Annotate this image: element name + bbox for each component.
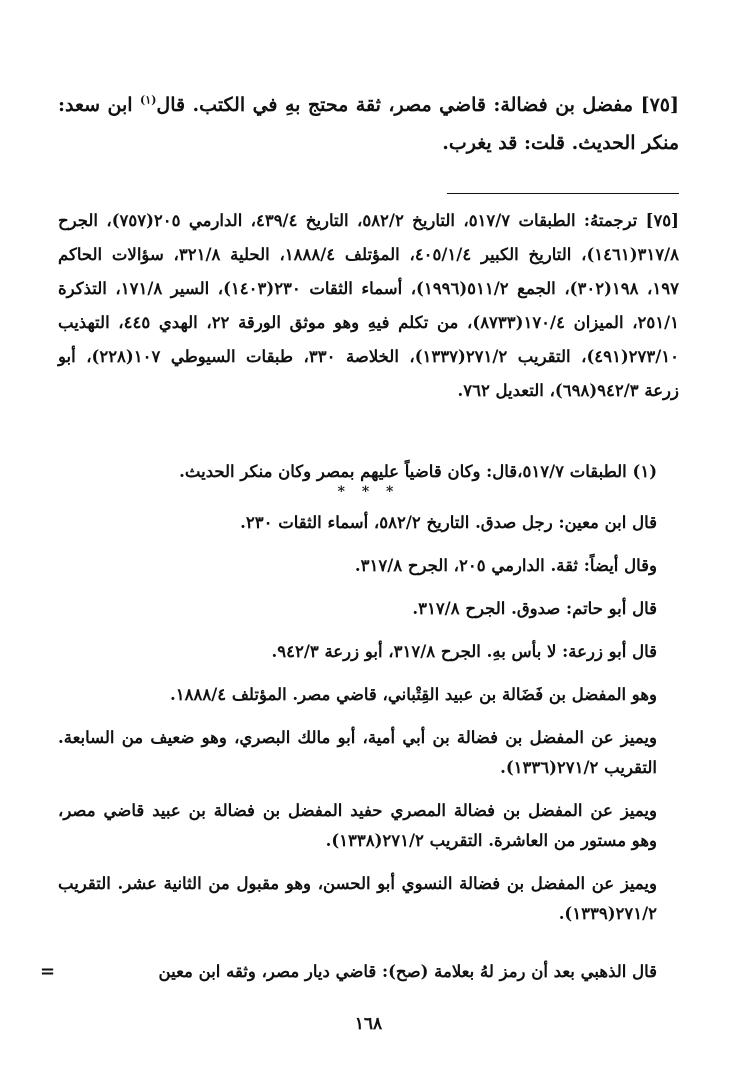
continuation-mark: = — [40, 961, 56, 982]
entry-text-b: ابن سعد: منكر الحديث. قلت: قد يغرب. — [58, 94, 679, 154]
section-separator: * * * — [337, 484, 400, 500]
body-text — [58, 508, 679, 929]
translation-notes — [58, 204, 679, 408]
footnote-1: (١) الطبقات ٥١٧/٧،قال: وكان قاضياً عليهم بمصر وكان منكر الحديث. — [179, 462, 657, 481]
last-line — [58, 957, 679, 987]
paragraph: قال ابن معين: رجل صدق. التاريخ ٥٨٢/٢، أسماء الثقات ٢٣٠. — [240, 513, 657, 532]
paragraph: قال أبو حاتم: صدوق. الجرح ٣١٧/٨. — [412, 599, 657, 618]
entry-heading — [58, 86, 679, 162]
page-number: ١٦٨ — [354, 1014, 383, 1034]
paragraph: وقال أيضاً: ثقة. الدارمي ٢٠٥، الجرح ٣١٧/٨. — [354, 556, 657, 575]
paragraph: وهو المفضل بن فَضَالة بن عبيد القِتْباني، قاضي مصر. المؤتلف ١٨٨٨/٤. — [170, 685, 657, 704]
last-line-text: قال الذهبي بعد أن رمز لهُ بعلامة (صح): قاضي ديار مصر، وثقه ابن معين — [158, 962, 657, 981]
paragraph: ويميز عن المفضل بن فضالة النسوي أبو الحسن، وهو مقبول من الثانية عشر. التقريب ٢٧١/٢(١٣٣٩). — [58, 874, 657, 923]
paragraph: ويميز عن المفضل بن فضالة بن أبي أمية، أبو مالك البصري، وهو ضعيف من السابعة. التقريب ٢٧١/٢(١٣٣٦). — [58, 728, 657, 777]
paragraph: ويميز عن المفضل بن فضالة المصري حفيد المفضل بن فضالة بن عبيد قاضي مصر، وهو مستور من العاشرة. التقريب ٢٧١/٢(١٣٣٨). — [58, 801, 657, 850]
entry-text-a: : قاضي مصر، ثقة محتج بهِ في الكتب. قال — [156, 94, 501, 116]
footnote-ref: (١) — [140, 93, 157, 107]
entry-name: مفضل بن فضالة — [500, 94, 634, 116]
paragraph: قال أبو زرعة: لا بأس بهِ. الجرح ٣١٧/٨، أبو زرعة ٩٤٢/٣. — [271, 642, 657, 661]
entry-number: [٧٥] — [640, 94, 679, 116]
notes-label: [٧٥] ترجمتهُ: — [583, 211, 679, 230]
notes-text: الطبقات ٥١٧/٧، التاريخ ٥٨٢/٢، التاريخ ٤٣٩/٤، الدارمي ٢٠٥(٧٥٧)، الجرح ٣١٧/٨(١٤٦١)، التاريخ الكبير ٤٠٥/١/٤، المؤتلف ١٨٨٨/٤، الحلية ٣٢١/٨، سؤالات الحاكم ١٩٧، ١٩٨(٣٠٢)، الجمع ٥١١/٢(١٩٩٦)، أسماء الثقات ٢٣٠(١٤٠٣)، السير ١٧١/٨، التذكرة ٢٥١/١، الميزان ١٧٠/٤(٨٧٣٣)، من تكلم فيهِ وهو موثق الورقة ٢٢، الهدي ٤٤٥، التهذيب ٢٧٣/١٠(٤٩١)، التقريب ٢٧١/٢(١٣٣٧)، الخلاصة ٣٣٠، طبقات السيوطي ١٠٧(٢٢٨)، أبو زرعة ٩٤٢/٣(٦٩٨)، التعديل ٧٦٢. — [58, 211, 680, 400]
footnote-rule — [447, 193, 679, 194]
